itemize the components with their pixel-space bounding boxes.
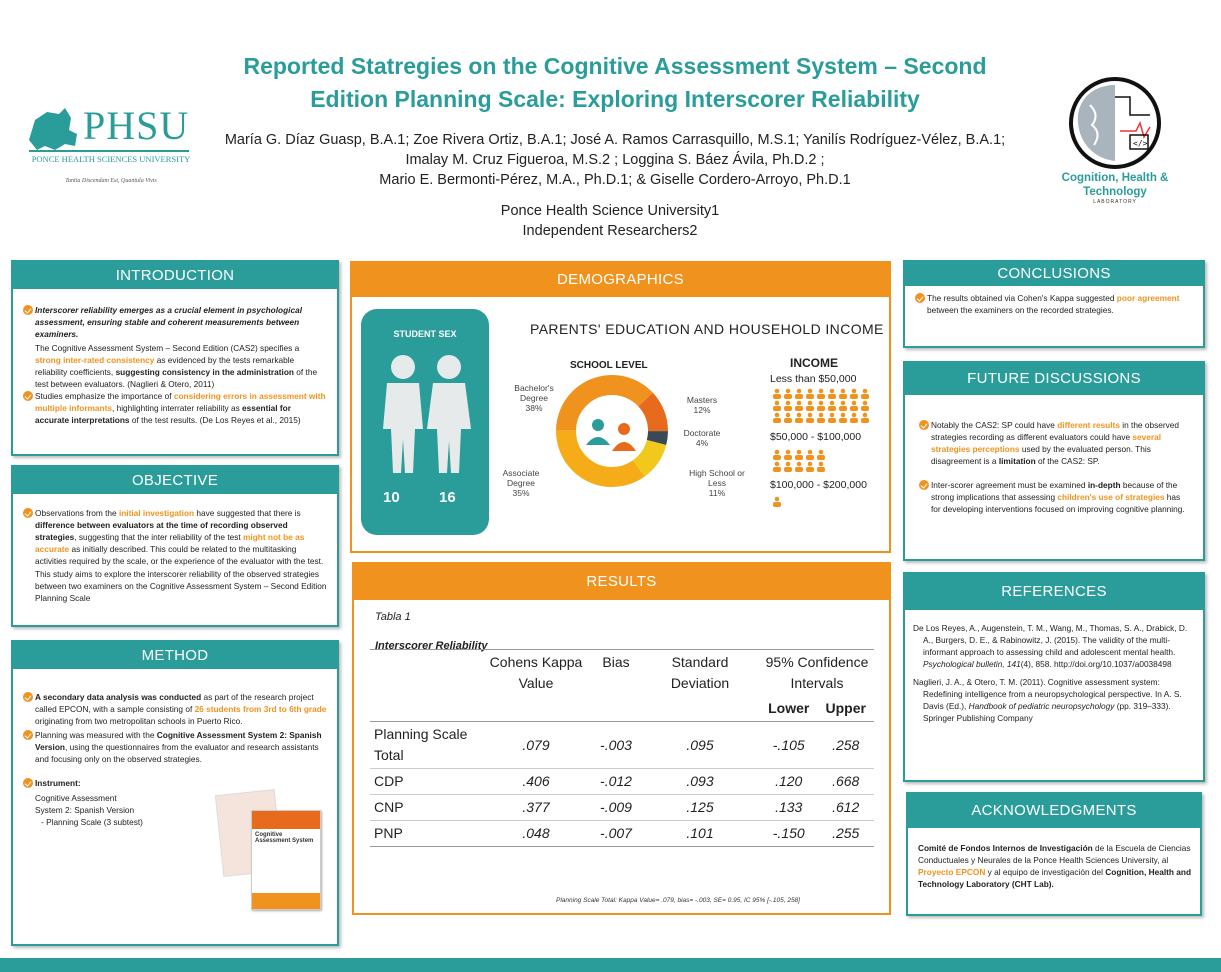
col-kappa: Cohens Kappa Value — [489, 654, 583, 691]
method-section — [11, 640, 339, 946]
brain-icon — [1040, 75, 1190, 170]
person-icon — [784, 401, 792, 411]
col-ci: 95% Confidence Intervals — [765, 654, 869, 691]
person-icon — [817, 401, 825, 411]
income-2-people-icons — [772, 449, 827, 478]
authors — [180, 130, 1050, 190]
future-bullet-2: Inter-scorer agreement must be examined in-depth because of the strong implications that assessing children's use of strategies has for developing interventions focused on improving cognitive planning. — [919, 479, 1191, 515]
person-icon — [850, 389, 858, 399]
reference-2: Naglieri, J. A., & Otero, T. M. (2011). Cognitive assessment system: Redefining intelligence from a neuropsychological perspective. In A. S. Davis (Ed.), Handbook of pediatric neuropsychology (pp. 319–333). Springer Publishing Company — [913, 677, 1182, 723]
reference-1: De Los Reyes, A., Augenstein, T. M., Wang, M., Thomas, S. A., Drabick, D. A., Burgers, D. E., & Rabinowitz, J. (2015). The validity of the multi-informant approach to assessing child and adolescent mental health. Psychological bulletin, 141(4), 858. http://doi.org/10.1037/a0038498 — [913, 623, 1188, 669]
check-icon — [23, 305, 33, 315]
person-icon — [795, 462, 803, 472]
affiliation-1: Ponce Health Science University1 — [500, 203, 720, 219]
person-icon — [817, 413, 825, 423]
introduction-section — [11, 260, 339, 456]
method-header: METHOD — [13, 642, 337, 669]
person-icon — [773, 450, 781, 460]
person-icon — [806, 389, 814, 399]
person-icon — [806, 413, 814, 423]
label-associate: Associate Degree 35% — [502, 468, 540, 498]
parents-title: PARENTS' EDUCATION AND HOUSEHOLD INCOME — [530, 321, 884, 337]
female-count: 16 — [439, 489, 456, 506]
future-bullet-1: Notably the CAS2: SP could have different results in the observed strategies recording as different evaluators could have several strategies perceptions used by the evaluated person. This disagreement is a limitation of the CAS2: SP. — [919, 419, 1191, 467]
cht-line-1: Cognition, Health & — [1061, 172, 1169, 184]
cht-logo — [1040, 75, 1190, 210]
student-sex-label: STUDENT SEX — [393, 329, 457, 339]
acknowledgments-text: Comité de Fondos Internos de Investigación de la Escuela de Ciencias Conductuales y Neurales de la Ponce Health Sciences University, al Proyecto EPCON y al equipo de investigación del Cognition, Health and Technology Laboratory (CHT Lab). — [918, 843, 1192, 889]
person-icon — [817, 462, 825, 472]
acknowledgments-section — [906, 792, 1202, 916]
person-icon — [850, 401, 858, 411]
affiliation-2: Independent Researchers2 — [522, 223, 698, 239]
results-header: RESULTS — [354, 564, 889, 600]
label-doctorate: Doctorate 4% — [683, 428, 721, 448]
person-icon — [795, 450, 803, 460]
person-icon — [828, 413, 836, 423]
person-icon — [773, 497, 781, 507]
method-bullet-2: Planning was measured with the Cognitive Assessment System 2: Spanish Version, using the questionnaires from the evaluator and research assistants and focusing only on the observed strategies. — [23, 729, 327, 765]
male-count: 10 — [383, 489, 400, 506]
future-header: FUTURE DISCUSSIONS — [905, 363, 1203, 395]
person-icon — [806, 462, 814, 472]
check-icon — [919, 480, 929, 490]
person-icon — [839, 401, 847, 411]
income-1-people-icons — [772, 388, 871, 429]
title-line-1: Reported Statregies on the Cognitive Assessment System – Second — [243, 53, 987, 79]
introduction-header: INTRODUCTION — [13, 262, 337, 289]
check-icon — [915, 293, 925, 303]
person-icon — [795, 401, 803, 411]
label-bachelors: Bachelor's Degree 38% — [514, 383, 554, 413]
reliability-table — [370, 649, 874, 847]
table-row: CDP .406 -.012 .093 .120 .668 — [370, 769, 874, 795]
students-silhouette-icon — [371, 349, 481, 479]
svg-text:</>: </> — [1133, 139, 1148, 148]
title-line-2: Edition Planning Scale: Exploring Interscorer Reliability — [310, 86, 920, 112]
phsu-logo — [25, 100, 195, 190]
student-sex-panel — [361, 309, 489, 535]
conclusions-header: CONCLUSIONS — [905, 262, 1203, 286]
results-section — [352, 562, 891, 915]
objective-section — [11, 465, 339, 627]
income-bracket-1: Less than $50,000 — [770, 373, 857, 385]
phsu-fullname: PONCE HEALTH SCIENCES UNIVERSITY — [31, 154, 191, 164]
demographics-section — [350, 261, 891, 553]
person-icon — [817, 450, 825, 460]
table-label: Tabla 1 — [375, 611, 411, 623]
person-icon — [861, 389, 869, 399]
authors-line-3: Mario E. Bermonti-Pérez, M.A., Ph.D.1; & Giselle Cordero-Arroyo, Ph.D.1 — [379, 172, 851, 188]
acknowledgments-header: ACKNOWLEDGMENTS — [908, 794, 1200, 828]
person-icon — [861, 401, 869, 411]
objective-header: OBJECTIVE — [13, 467, 337, 494]
cas2-book-image: Cognitive Assessment System — [251, 810, 321, 910]
check-icon — [23, 730, 33, 740]
person-icon — [839, 389, 847, 399]
phsu-motto: Tantia Discendam Est, Quantula Vivis — [65, 178, 157, 184]
label-masters: Masters 12% — [686, 395, 718, 415]
income-label: INCOME — [790, 356, 838, 370]
objective-bullet-1: Observations from the initial investigation have suggested that there is difference between evaluators at the time of recording observed strategies, suggesting that the inter reliability of the test might not be as accurate as initially described. This could be related to the multitasking activities required by the scale, or the experience of the evaluator with the test. — [23, 507, 327, 567]
future-discussions-section — [903, 361, 1205, 561]
parents-icon — [576, 415, 648, 455]
person-icon — [806, 450, 814, 460]
col-bias: Bias — [602, 654, 630, 670]
person-icon — [773, 389, 781, 399]
person-icon — [784, 389, 792, 399]
person-icon — [784, 413, 792, 423]
label-highschool: High School or Less 11% — [689, 468, 745, 498]
authors-line-2: Imalay M. Cruz Figueroa, M.S.2 ; Loggina S. Báez Ávila, Ph.D.2 ; — [405, 152, 825, 168]
instrument-block: Instrument: Cognitive Assessment System 2: Spanish Version - Planning Scale (3 subtest) — [23, 777, 143, 828]
income-bracket-2: $50,000 - $100,000 — [770, 431, 862, 443]
check-icon — [919, 420, 929, 430]
col-upper: Upper — [825, 700, 866, 716]
table-row: PNP .048 -.007 .101 -.150 .255 — [370, 821, 874, 847]
person-icon — [861, 413, 869, 423]
person-icon — [784, 450, 792, 460]
conclusions-bullet: The results obtained via Cohen's Kappa suggested poor agreement between the examiners on the recorded strategies. — [915, 292, 1193, 316]
person-icon — [795, 413, 803, 423]
income-bracket-3: $100,000 - $200,000 — [770, 479, 867, 491]
person-icon — [828, 401, 836, 411]
check-icon — [23, 391, 33, 401]
col-sd: Standard Deviation — [670, 654, 730, 691]
cht-line-2: Technology — [1083, 186, 1147, 198]
intro-bullet-3: Studies emphasize the importance of considering errors in assessment with multiple informants, highlighting interrater reliability as essential for accurate interpretations of the test results. (De Los Reyes et al., 2015) — [23, 390, 327, 426]
check-icon — [23, 692, 33, 702]
references-section — [903, 572, 1205, 782]
person-icon — [817, 389, 825, 399]
person-icon — [773, 413, 781, 423]
person-icon — [773, 462, 781, 472]
table-row: CNP .377 -.009 .125 .133 .612 — [370, 795, 874, 821]
person-icon — [784, 462, 792, 472]
footer-bar — [0, 958, 1221, 972]
col-lower: Lower — [768, 700, 810, 716]
method-bullet-1: A secondary data analysis was conducted as part of the research project called EPCON, with a sample consisting of 26 students from 3rd to 6th grade originating from two metropolitan schools in Puerto Rico. — [23, 691, 327, 727]
income-3-people-icons — [772, 495, 783, 513]
check-icon — [23, 778, 33, 788]
table-row: Planning Scale Total .079 -.003 .095 -.105 .258 — [370, 722, 874, 769]
person-icon — [828, 389, 836, 399]
references-header: REFERENCES — [905, 574, 1203, 610]
poster-title — [200, 50, 1030, 116]
authors-line-1: María G. Díaz Guasp, B.A.1; Zoe Rivera Ortiz, B.A.1; José A. Ramos Carrasquillo, M.S.1; Yanilís Rodríguez-Vélez, B.A.1; — [224, 132, 1006, 148]
school-level-label: SCHOOL LEVEL — [570, 360, 648, 371]
table-title: Interscorer Reliability — [375, 640, 488, 652]
phsu-wordmark: PHSU — [83, 103, 190, 148]
check-icon — [23, 508, 33, 518]
objective-paragraph-2: This study aims to explore the interscorer reliability of the observed strategies between two examiners on the Cognitive Assessment System – Second Edition Planning Scale — [35, 569, 327, 603]
demographics-header: DEMOGRAPHICS — [352, 263, 889, 297]
intro-paragraph-2: The Cognitive Assessment System – Second Edition (CAS2) specifies a strong inter-rated consistency as evidenced by the tests remarkable reliability coefficients, suggesting consistency in the administration of the test between evaluators. (Naglieri & Otero, 2011) — [35, 343, 318, 389]
person-icon — [773, 401, 781, 411]
table-footnote: Planning Scale Total: Kappa Value= .079, bias= -.003, SE= 0.95, IC 95% [-.105, 258] — [556, 897, 800, 904]
person-icon — [806, 401, 814, 411]
conclusions-section — [903, 260, 1205, 348]
person-icon — [839, 413, 847, 423]
person-icon — [795, 389, 803, 399]
cht-line-3: LABORATORY — [1093, 199, 1137, 205]
affiliations — [360, 201, 860, 241]
person-icon — [850, 413, 858, 423]
intro-bullet-1: Interscorer reliability emerges as a crucial element in psychological assessment, ensuring stable and coherent measurements between examiners. — [23, 304, 327, 340]
